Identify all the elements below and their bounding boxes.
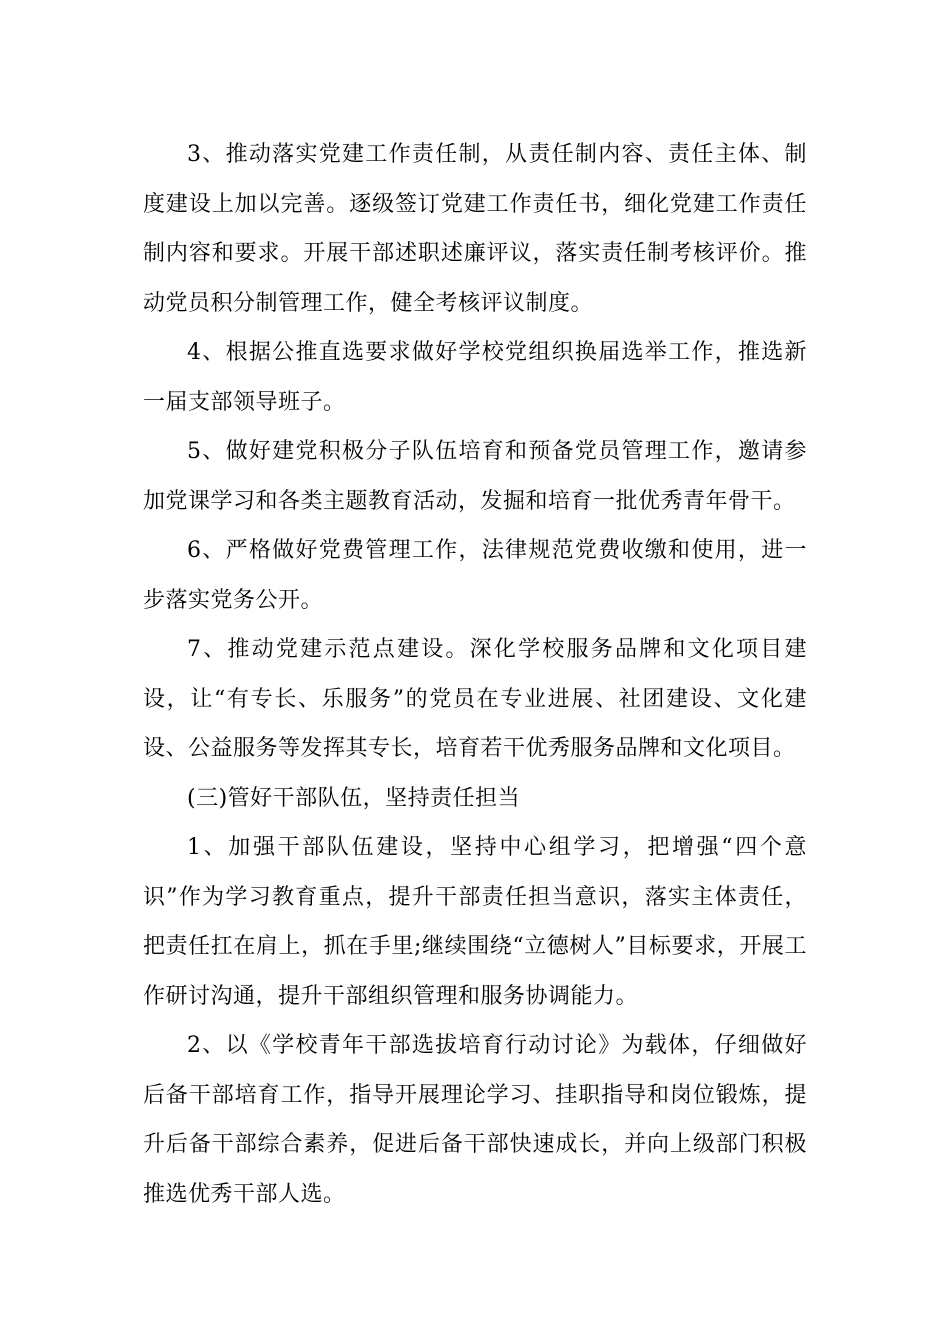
section-heading: (三)管好干部队伍，坚持责任担当 — [187, 785, 521, 811]
paragraph-item-3: 3、推动落实党建工作责任制，从责任制内容、责任主体、制度建设上加以完善。逐级签订党建工作责任书，细化党建工作责任制内容和要求。开展干部述职述廉评议，落实责任制考核评价。推动党员积分制管理工作，健全考核评议制度。 — [143, 142, 807, 316]
paragraph-item-7: 7、推动党建示范点建设。深化学校服务品牌和文化项目建设，让“有专长、乐服务”的党员在专业进展、社团建设、文化建设、公益服务等发挥其专长，培育若干优秀服务品牌和文化项目。 — [143, 637, 807, 761]
paragraph-item-6: 6、严格做好党费管理工作，法律规范党费收缴和使用，进一步落实党务公开。 — [143, 538, 807, 613]
document-body — [143, 130, 807, 1219]
paragraph-item-4: 4、根据公推直选要求做好学校党组织换届选举工作，推选新一届支部领导班子。 — [143, 340, 807, 415]
paragraph-item-1: 1、加强干部队伍建设，坚持中心组学习，把增强“四个意识”作为学习教育重点，提升干部责任担当意识，落实主体责任，把责任扛在肩上，抓在手里;继续围绕“立德树人”目标要求，开展工作研讨沟通，提升干部组织管理和服务协调能力。 — [143, 835, 807, 1009]
paragraph-item-5: 5、做好建党积极分子队伍培育和预备党员管理工作，邀请参加党课学习和各类主题教育活动，发掘和培育一批优秀青年骨干。 — [143, 439, 807, 514]
paragraph-item-2: 2、以《学校青年干部选拔培育行动讨论》为载体，仔细做好后备干部培育工作，指导开展理论学习、挂职指导和岗位锻炼，提升后备干部综合素养，促进后备干部快速成长，并向上级部门积极推选优秀干部人选。 — [143, 1033, 807, 1207]
